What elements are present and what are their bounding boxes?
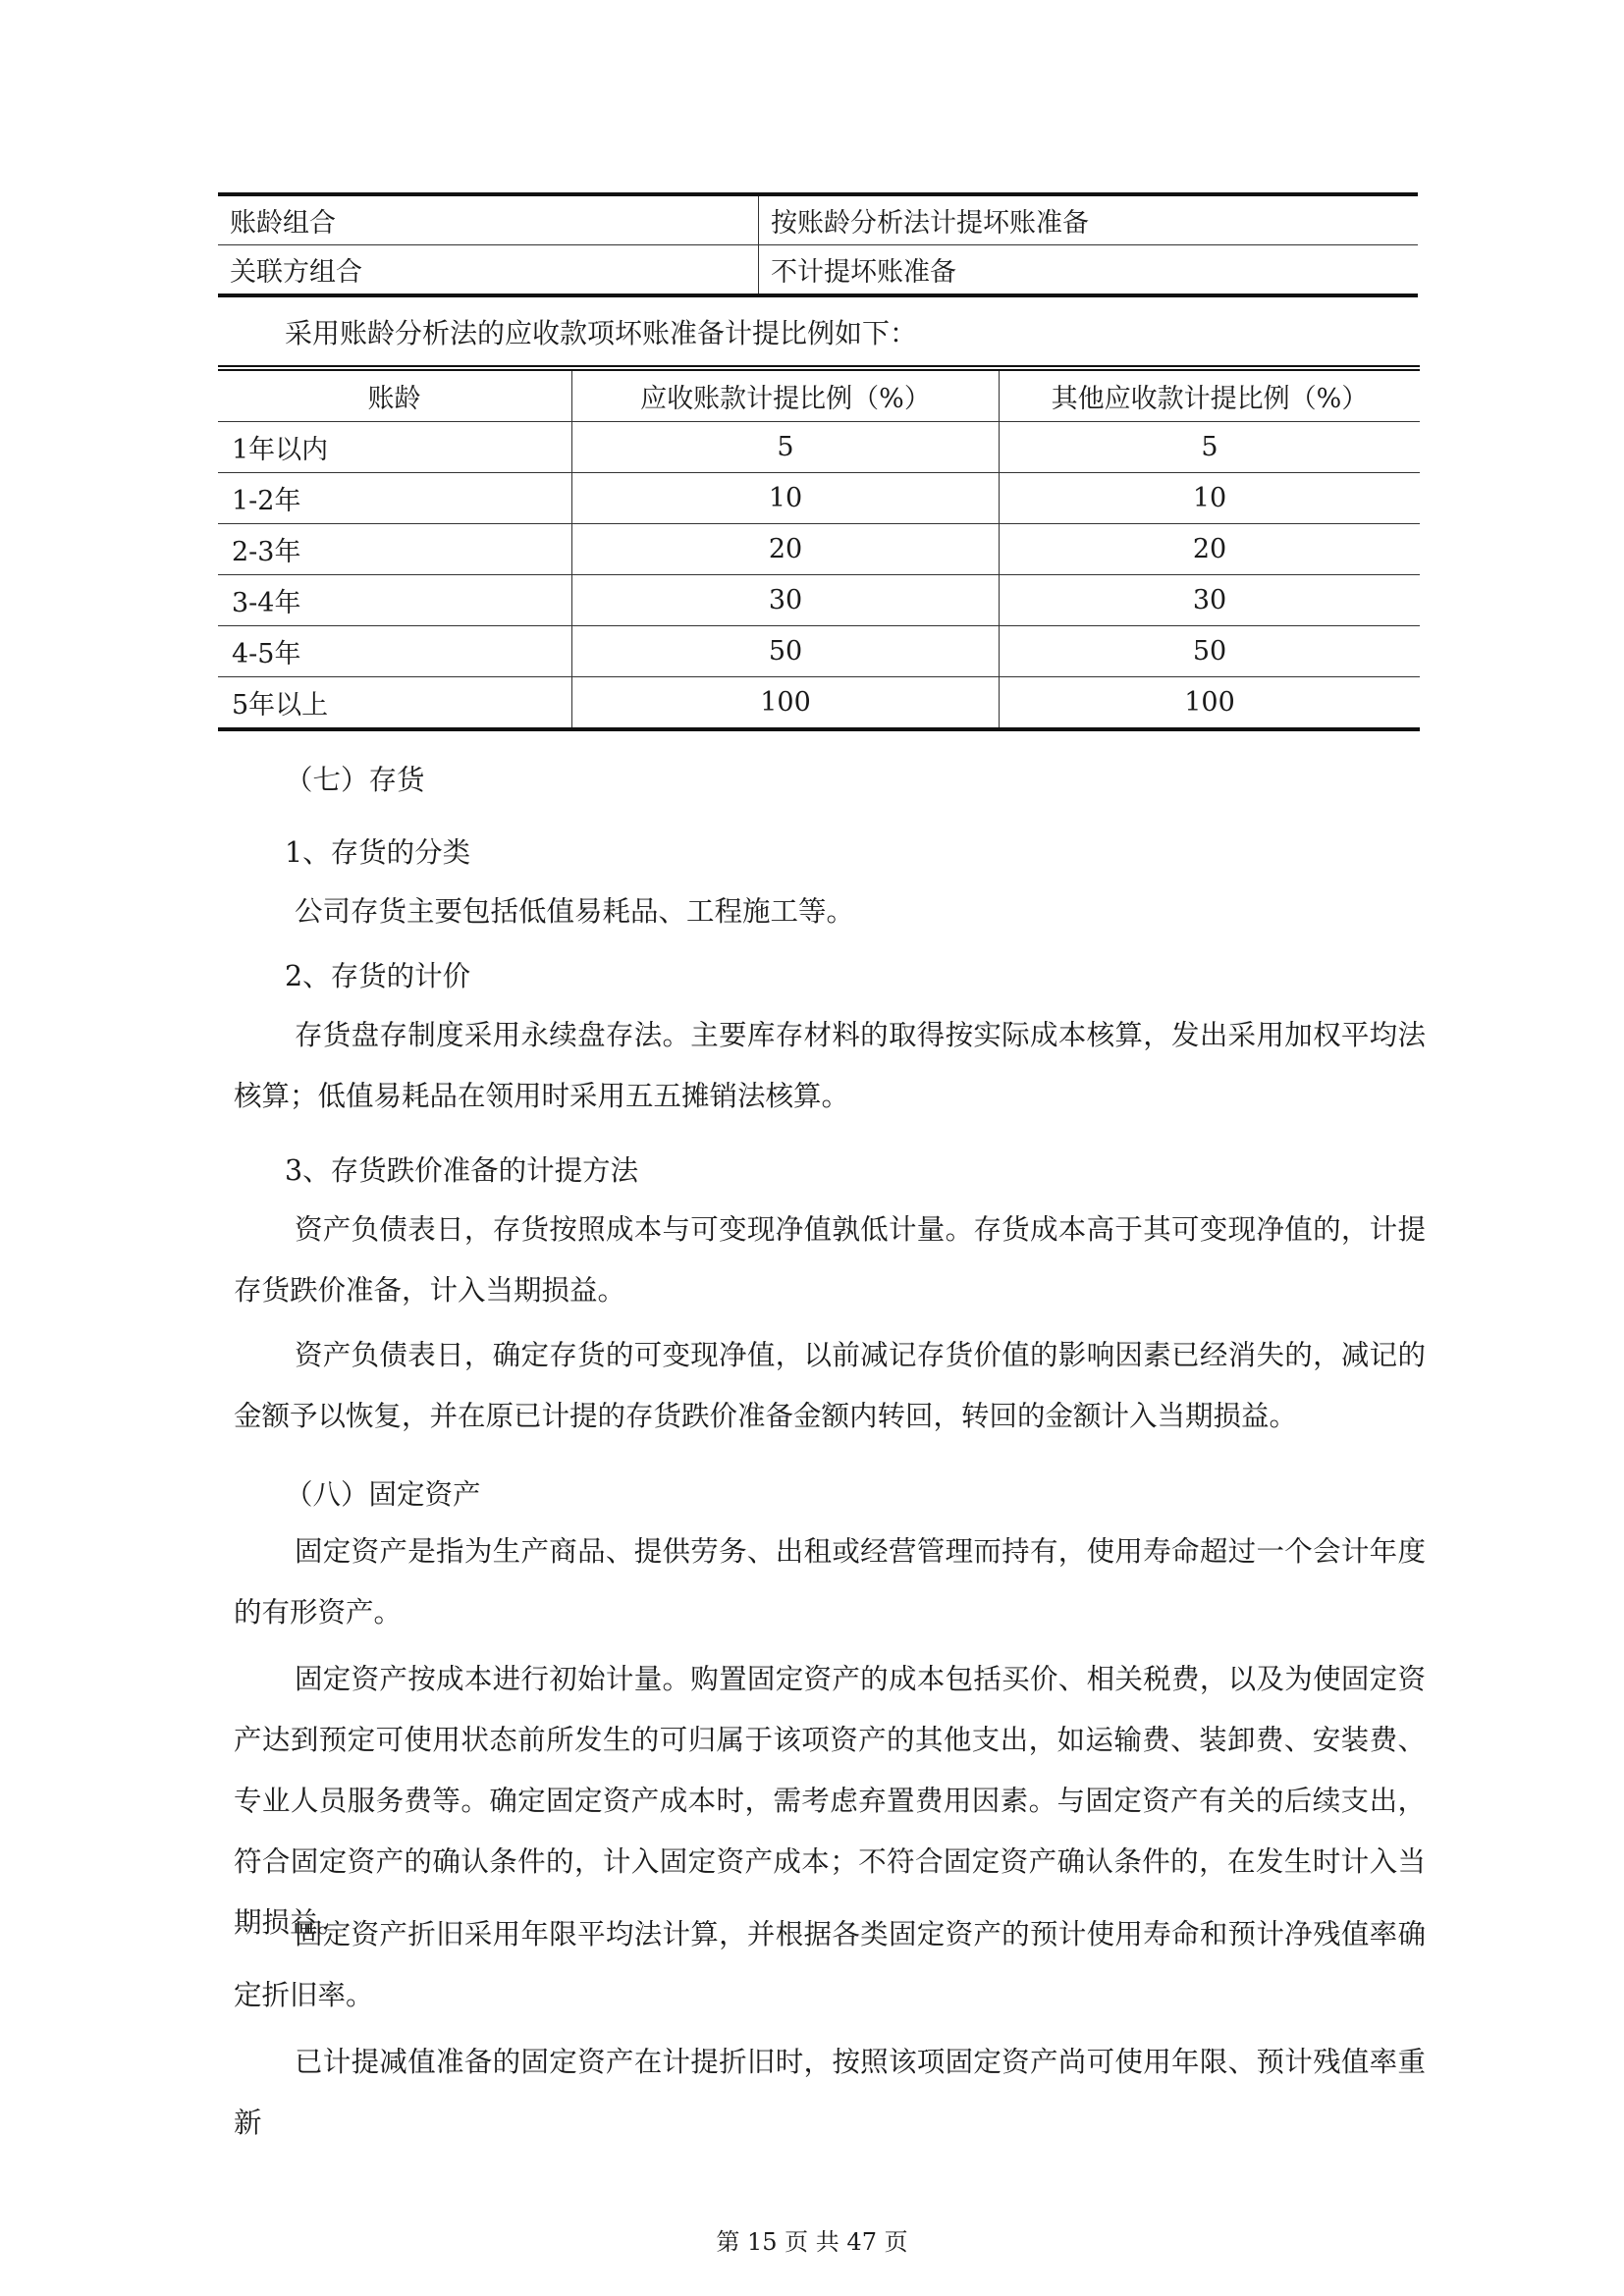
table-cell: 5: [572, 422, 1000, 473]
column-header: 应收账款计提比例（%）: [572, 368, 1000, 422]
table-cell: 50: [1000, 626, 1421, 677]
table-row: [218, 626, 1420, 677]
subsection-heading: 1、存货的分类: [285, 836, 471, 869]
paragraph: 存货盘存制度采用永续盘存法。主要库存材料的取得按实际成本核算，发出采用加权平均法核算；低值易耗品在领用时采用五五摊销法核算。: [234, 1019, 1426, 1112]
table-cell: 50: [572, 626, 1000, 677]
column-header: 其他应收款计提比例（%）: [1000, 368, 1421, 422]
table-cell: 1年以内: [218, 422, 572, 473]
table-row: [218, 677, 1420, 730]
table-row: [218, 422, 1420, 473]
paragraph: 固定资产是指为生产商品、提供劳务、出租或经营管理而持有，使用寿命超过一个会计年度的有形资产。: [234, 1535, 1426, 1629]
table-cell: 4-5年: [218, 626, 572, 677]
table-header-row: [218, 368, 1420, 422]
paragraph: 已计提减值准备的固定资产在计提折旧时，按照该项固定资产尚可使用年限、预计残值率重新: [234, 2046, 1426, 2139]
table-cell: 1-2年: [218, 473, 572, 524]
table-cell: 10: [1000, 473, 1421, 524]
subsection-heading: 2、存货的计价: [285, 960, 471, 992]
page-number: 第 15 页 共 47 页: [716, 2228, 908, 2256]
table-cell: 20: [1000, 524, 1421, 575]
table-cell: 5: [1000, 422, 1421, 473]
table-cell: 账龄组合: [218, 194, 759, 245]
table-row: [218, 575, 1420, 626]
table-cell: 3-4年: [218, 575, 572, 626]
table-cell: 5年以上: [218, 677, 572, 730]
subsection-heading: 3、存货跌价准备的计提方法: [285, 1154, 639, 1187]
paragraph: 固定资产按成本进行初始计量。购置固定资产的成本包括买价、相关税费，以及为使固定资产达到预定可使用状态前所发生的可归属于该项资产的其他支出，如运输费、装卸费、安装费、专业人员服务费等。确定固定资产成本时，需考虑弃置费用因素。与固定资产有关的后续支出，符合固定资产的确认条件的，计入固定资产成本；不符合固定资产确认条件的，在发生时计入当期损益。: [234, 1663, 1426, 1939]
table-cell: 2-3年: [218, 524, 572, 575]
table-row: [218, 245, 1418, 296]
table-cell: 20: [572, 524, 1000, 575]
combination-policy-table: [218, 192, 1418, 297]
paragraph: 资产负债表日，存货按照成本与可变现净值孰低计量。存货成本高于其可变现净值的，计提存货跌价准备，计入当期损益。: [234, 1213, 1426, 1307]
paragraph: 固定资产折旧采用年限平均法计算，并根据各类固定资产的预计使用寿命和预计净残值率确定折旧率。: [234, 1918, 1426, 2011]
table-cell: 30: [1000, 575, 1421, 626]
paragraph: 公司存货主要包括低值易耗品、工程施工等。: [295, 895, 855, 928]
table-cell: 不计提坏账准备: [771, 257, 956, 288]
table-cell: 30: [572, 575, 1000, 626]
table-cell: 10: [572, 473, 1000, 524]
paragraph: 资产负债表日，确定存货的可变现净值，以前减记存货价值的影响因素已经消失的，减记的金额予以恢复，并在原已计提的存货跌价准备金额内转回，转回的金额计入当期损益。: [234, 1339, 1426, 1432]
table-intro: 采用账龄分析法的应收款项坏账准备计提比例如下：: [285, 317, 918, 349]
table-cell: 按账龄分析法计提坏账准备: [759, 194, 1419, 245]
table-row: [218, 194, 1418, 245]
table-row: [218, 524, 1420, 575]
column-header: 账龄: [218, 368, 572, 422]
table-cell: 关联方组合: [218, 245, 759, 296]
aging-ratio-table: [218, 365, 1420, 731]
section-heading: （八）固定资产: [285, 1478, 481, 1511]
section-heading: （七）存货: [285, 764, 425, 796]
table-cell: 100: [572, 677, 1000, 730]
table-cell: 100: [1184, 687, 1235, 718]
table-row: [218, 473, 1420, 524]
